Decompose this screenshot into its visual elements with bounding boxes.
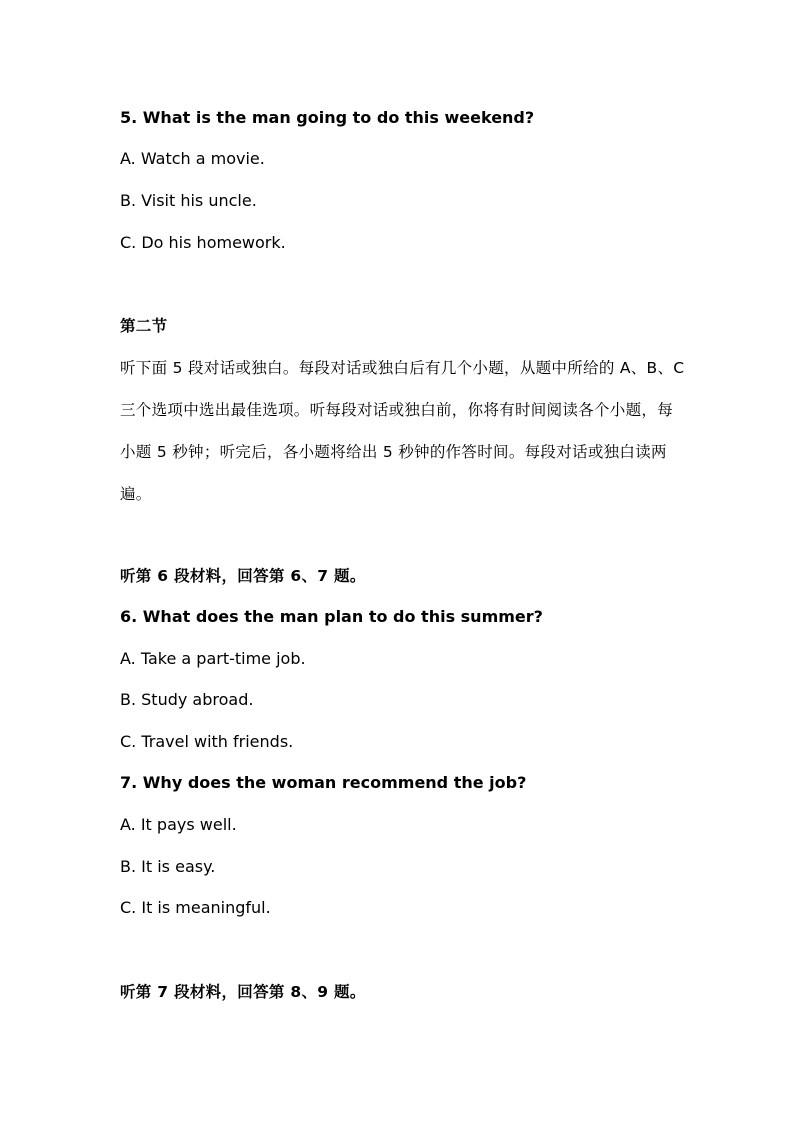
option-5b: B. Visit his uncle. — [120, 191, 257, 210]
option-6b: B. Study abroad. — [120, 690, 254, 709]
instruction-line-4: 遍。 — [120, 485, 152, 503]
material-7-heading: 听第 7 段材料，回答第 8、9 题。 — [120, 983, 366, 1001]
section-title: 第二节 — [120, 317, 168, 335]
question-5: 5. What is the man going to do this weekend? — [120, 108, 535, 127]
option-5c: C. Do his homework. — [120, 233, 286, 252]
option-5a: A. Watch a movie. — [120, 149, 265, 168]
option-6a: A. Take a part-time job. — [120, 649, 306, 668]
instruction-line-2: 三个选项中选出最佳选项。听每段对话或独白前，你将有时间阅读各个小题，每 — [120, 401, 674, 419]
instruction-line-1: 听下面 5 段对话或独白。每段对话或独白后有几个小题，从题中所给的 A、B、C — [120, 359, 685, 377]
question-7: 7. Why does the woman recommend the job? — [120, 773, 527, 792]
option-6c: C. Travel with friends. — [120, 732, 294, 751]
question-6: 6. What does the man plan to do this summer? — [120, 607, 543, 626]
instruction-line-3: 小题 5 秒钟；听完后，各小题将给出 5 秒钟的作答时间。每段对话或独白读两 — [120, 443, 667, 461]
option-7a: A. It pays well. — [120, 815, 237, 834]
option-7c: C. It is meaningful. — [120, 898, 271, 917]
material-6-heading: 听第 6 段材料，回答第 6、7 题。 — [120, 567, 366, 585]
option-7b: B. It is easy. — [120, 857, 216, 876]
